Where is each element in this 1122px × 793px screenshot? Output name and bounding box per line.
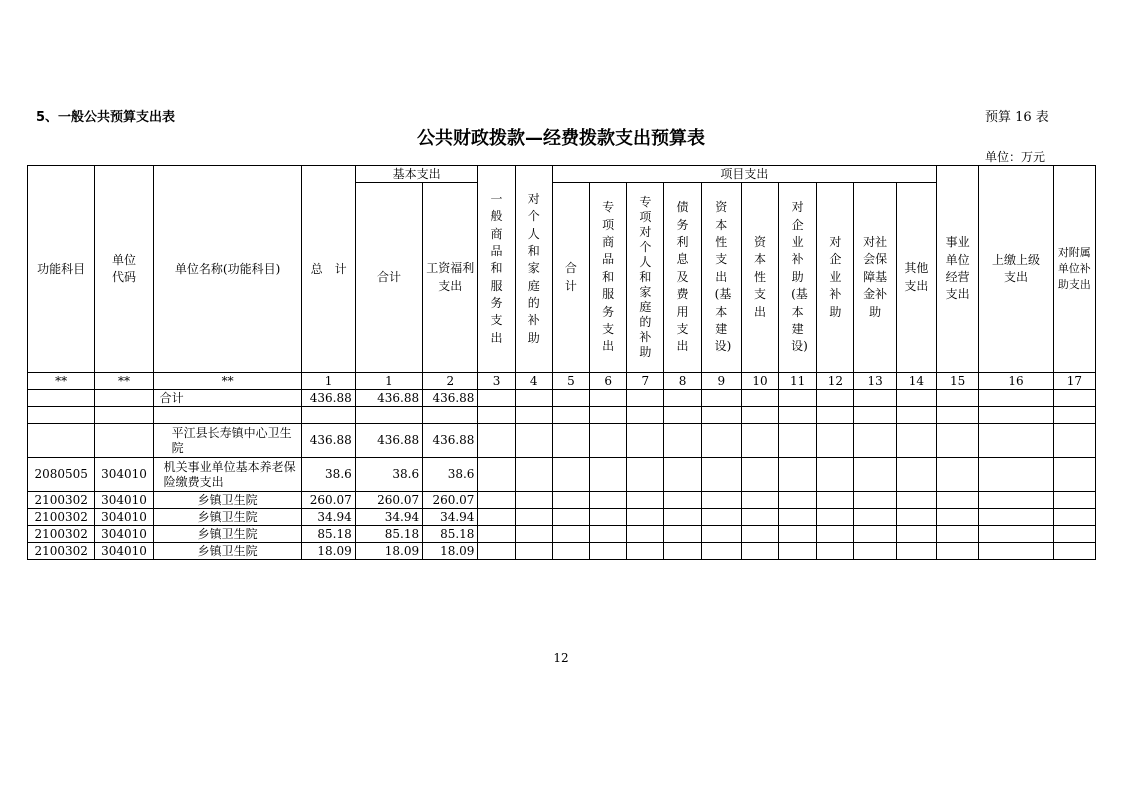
header-social-security: 对社会保障基金补助 bbox=[854, 183, 896, 373]
row-func-code bbox=[28, 390, 95, 407]
index-cell: ** bbox=[95, 373, 153, 390]
row-basic-sum: 436.88 bbox=[355, 424, 422, 458]
index-cell: ** bbox=[153, 373, 302, 390]
table-row bbox=[28, 424, 1096, 458]
row-total: 85.18 bbox=[302, 526, 355, 543]
header-capital: 资本性支出 bbox=[741, 183, 778, 373]
header-debt-interest: 债务利息及费用支出 bbox=[664, 183, 701, 373]
row-wage: 85.18 bbox=[423, 526, 478, 543]
header-subsidiary: 对附属单位补助支出 bbox=[1053, 166, 1095, 373]
header-basic-wage: 工资福利支出 bbox=[423, 183, 478, 373]
header-unit-name: 单位名称(功能科目) bbox=[153, 166, 302, 373]
header-personal-family: 对个人和家庭的补助 bbox=[515, 166, 552, 373]
header-basic-group: 基本支出 bbox=[355, 166, 478, 183]
index-cell: 4 bbox=[515, 373, 552, 390]
row-unit-name: 乡镇卫生院 bbox=[153, 526, 302, 543]
table-row bbox=[28, 509, 1096, 526]
row-func-code: 2100302 bbox=[28, 492, 95, 509]
index-cell: 16 bbox=[979, 373, 1053, 390]
row-total: 436.88 bbox=[302, 424, 355, 458]
row-unit-code: 304010 bbox=[95, 509, 153, 526]
index-cell: 1 bbox=[302, 373, 355, 390]
header-other: 其他支出 bbox=[896, 183, 936, 373]
table-row bbox=[28, 390, 1096, 407]
row-total: 260.07 bbox=[302, 492, 355, 509]
row-wage bbox=[423, 407, 478, 424]
row-wage: 260.07 bbox=[423, 492, 478, 509]
index-cell: 15 bbox=[937, 373, 979, 390]
row-unit-name: 乡镇卫生院 bbox=[153, 509, 302, 526]
row-func-code bbox=[28, 424, 95, 458]
column-index-row bbox=[28, 373, 1096, 390]
page-number: 12 bbox=[553, 651, 569, 665]
row-basic-sum: 18.09 bbox=[355, 543, 422, 560]
row-unit-name: 合计 bbox=[153, 390, 302, 407]
index-cell: 3 bbox=[478, 373, 515, 390]
table-number: 预算 16 表 bbox=[985, 110, 1049, 125]
row-func-code bbox=[28, 407, 95, 424]
index-cell: 12 bbox=[817, 373, 854, 390]
header-row-1 bbox=[28, 166, 1096, 183]
table-row bbox=[28, 492, 1096, 509]
row-func-code: 2100302 bbox=[28, 509, 95, 526]
row-wage: 18.09 bbox=[423, 543, 478, 560]
row-func-code: 2080505 bbox=[28, 458, 95, 492]
index-cell: 1 bbox=[355, 373, 422, 390]
index-cell: 5 bbox=[552, 373, 589, 390]
row-wage: 34.94 bbox=[423, 509, 478, 526]
header-special-goods: 专项商品和服务支出 bbox=[590, 183, 627, 373]
row-unit-code bbox=[95, 390, 153, 407]
row-basic-sum: 436.88 bbox=[355, 390, 422, 407]
row-total: 34.94 bbox=[302, 509, 355, 526]
row-unit-code: 304010 bbox=[95, 458, 153, 492]
header-project-group: 项目支出 bbox=[552, 166, 936, 183]
header-func-subject: 功能科目 bbox=[28, 166, 95, 373]
row-basic-sum bbox=[355, 407, 422, 424]
row-unit-name: 乡镇卫生院 bbox=[153, 543, 302, 560]
header-special-personal: 专项对个人和家庭的补助 bbox=[627, 183, 664, 373]
row-basic-sum: 85.18 bbox=[355, 526, 422, 543]
row-unit-code: 304010 bbox=[95, 526, 153, 543]
row-wage: 38.6 bbox=[423, 458, 478, 492]
row-unit-code bbox=[95, 424, 153, 458]
row-basic-sum: 260.07 bbox=[355, 492, 422, 509]
row-unit-code: 304010 bbox=[95, 492, 153, 509]
index-cell: 11 bbox=[779, 373, 817, 390]
header-goods-services: 一般商品和服务支出 bbox=[478, 166, 515, 373]
index-cell: 13 bbox=[854, 373, 896, 390]
row-unit-name: 平江县长寿镇中心卫生院 bbox=[153, 424, 302, 458]
index-cell: 9 bbox=[701, 373, 741, 390]
row-total: 18.09 bbox=[302, 543, 355, 560]
index-cell: 10 bbox=[741, 373, 778, 390]
row-unit-name: 乡镇卫生院 bbox=[153, 492, 302, 509]
header-total: 总 计 bbox=[302, 166, 355, 373]
header-unit-code: 单位代码 bbox=[95, 166, 153, 373]
row-unit-code: 304010 bbox=[95, 543, 153, 560]
row-wage: 436.88 bbox=[423, 390, 478, 407]
page-title: 公共财政拨款—经费拨款支出预算表 bbox=[417, 128, 705, 149]
row-func-code: 2100302 bbox=[28, 526, 95, 543]
row-total: 436.88 bbox=[302, 390, 355, 407]
row-unit-code bbox=[95, 407, 153, 424]
header-enterprise: 对企业补助 bbox=[817, 183, 854, 373]
row-total bbox=[302, 407, 355, 424]
index-cell: 14 bbox=[896, 373, 936, 390]
index-cell: ** bbox=[28, 373, 95, 390]
unit-label: 单位：万元 bbox=[985, 150, 1046, 164]
header-enterprise-basic: 对企业补助(基本建设) bbox=[779, 183, 817, 373]
header-upper-payment: 上缴上级支出 bbox=[979, 166, 1053, 373]
row-func-code: 2100302 bbox=[28, 543, 95, 560]
row-basic-sum: 38.6 bbox=[355, 458, 422, 492]
header-capital-basic: 资本性支出(基本建设) bbox=[701, 183, 741, 373]
header-proj-sum: 合计 bbox=[552, 183, 589, 373]
section-label: 5、一般公共预算支出表 bbox=[36, 110, 176, 125]
index-cell: 2 bbox=[423, 373, 478, 390]
row-basic-sum: 34.94 bbox=[355, 509, 422, 526]
row-total: 38.6 bbox=[302, 458, 355, 492]
budget-table bbox=[27, 165, 1096, 560]
index-cell: 7 bbox=[627, 373, 664, 390]
table-row bbox=[28, 407, 1096, 424]
row-wage: 436.88 bbox=[423, 424, 478, 458]
index-cell: 8 bbox=[664, 373, 701, 390]
index-cell: 17 bbox=[1053, 373, 1095, 390]
row-unit-name bbox=[153, 407, 302, 424]
table-row bbox=[28, 543, 1096, 560]
table-row bbox=[28, 458, 1096, 492]
header-basic-sum: 合计 bbox=[355, 183, 422, 373]
header-operating: 事业单位经营支出 bbox=[937, 166, 979, 373]
row-unit-name: 机关事业单位基本养老保险缴费支出 bbox=[153, 458, 302, 492]
table-row bbox=[28, 526, 1096, 543]
index-cell: 6 bbox=[590, 373, 627, 390]
